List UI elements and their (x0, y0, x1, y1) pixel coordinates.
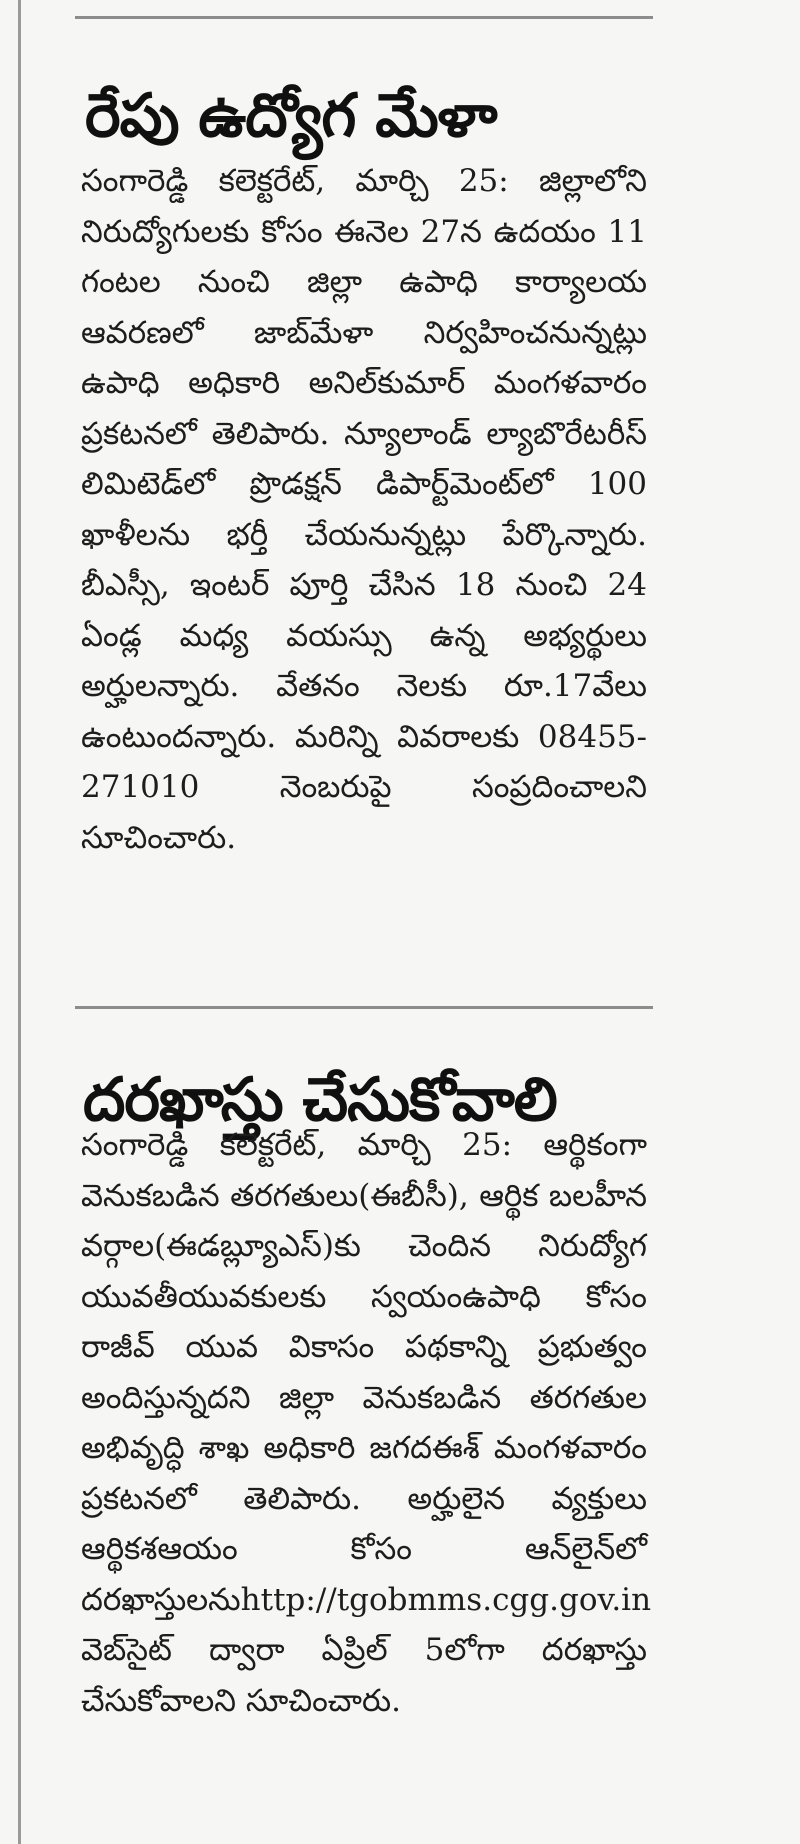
headline-job-mela: రేపు ఉద్యోగ మేళా (85, 81, 497, 152)
headline-apply: దరఖాస్తు చేసుకోవాలి (83, 1065, 557, 1136)
article-divider (75, 1006, 653, 1009)
article-body-apply: సంగారెడ్డి కలెక్టరేట్, మార్చి 25: ఆర్థికంగా వెనుకబడిన తరగతులు(ఈబీసీ), ఆర్థిక బలహీన వర్గాల(ఈడబ్ల్యూఎస్)కు చెందిన నిరుద్యోగ యువతీయువకులకు స్వయంఉపాధి కోసం రాజీవ్ యువ వికాసం పథకాన్ని ప్రభుత్వం అందిస్తున్నదని జిల్లా వెనుకబడిన తరగతుల అభివృద్ధి శాఖ అధికారి జగదఈశ్ మంగళవారం ప్రకటనలో తెలిపారు. అర్హులైన వ్యక్తులు ఆర్థికశఆయం కోసం ఆన్‌లైన్‌లో దరఖాస్తులనుhttp://tgobmms.cgg.gov.in వెబ్‌సైట్ ద్వారా ఏప్రిల్ 5లోగా దరఖాస్తు చేసుకోవాలని సూచించారు. (81, 1127, 652, 1719)
article-body-job-mela: సంగారెడ్డి కలెక్టరేట్, మార్చి 25: జిల్లాలోని నిరుద్యోగులకు కోసం ఈనెల 27న ఉదయం 11 గంటల నుంచి జిల్లా ఉపాధి కార్యాలయ ఆవరణలో జాబ్‌మేళా నిర్వహించనున్నట్లు ఉపాధి అధికారి అనిల్‌కుమార్ మంగళవారం ప్రకటనలో తెలిపారు. న్యూలాండ్ ల్యాబొరేటరీస్ లిమిటెడ్‌లో ప్రొడక్షన్ డిపార్ట్‌మెంట్‌లో 100 ఖాళీలను భర్తీ చేయనున్నట్లు పేర్కొన్నారు. బీఎస్సీ, ఇంటర్ పూర్తి చేసిన 18 నుంచి 24 ఏండ్ల మధ్య వయస్సు ఉన్న అభ్యర్థులు అర్హులన్నారు. వేతనం నెలకు రూ.17వేలు ఉంటుందన్నారు. మరిన్ని వివరాలకు 08455-271010 నెంబరుపై సంప్రదించాలని సూచించారు. (81, 163, 647, 856)
page-margin-rule (18, 0, 21, 1844)
top-divider (75, 16, 653, 19)
